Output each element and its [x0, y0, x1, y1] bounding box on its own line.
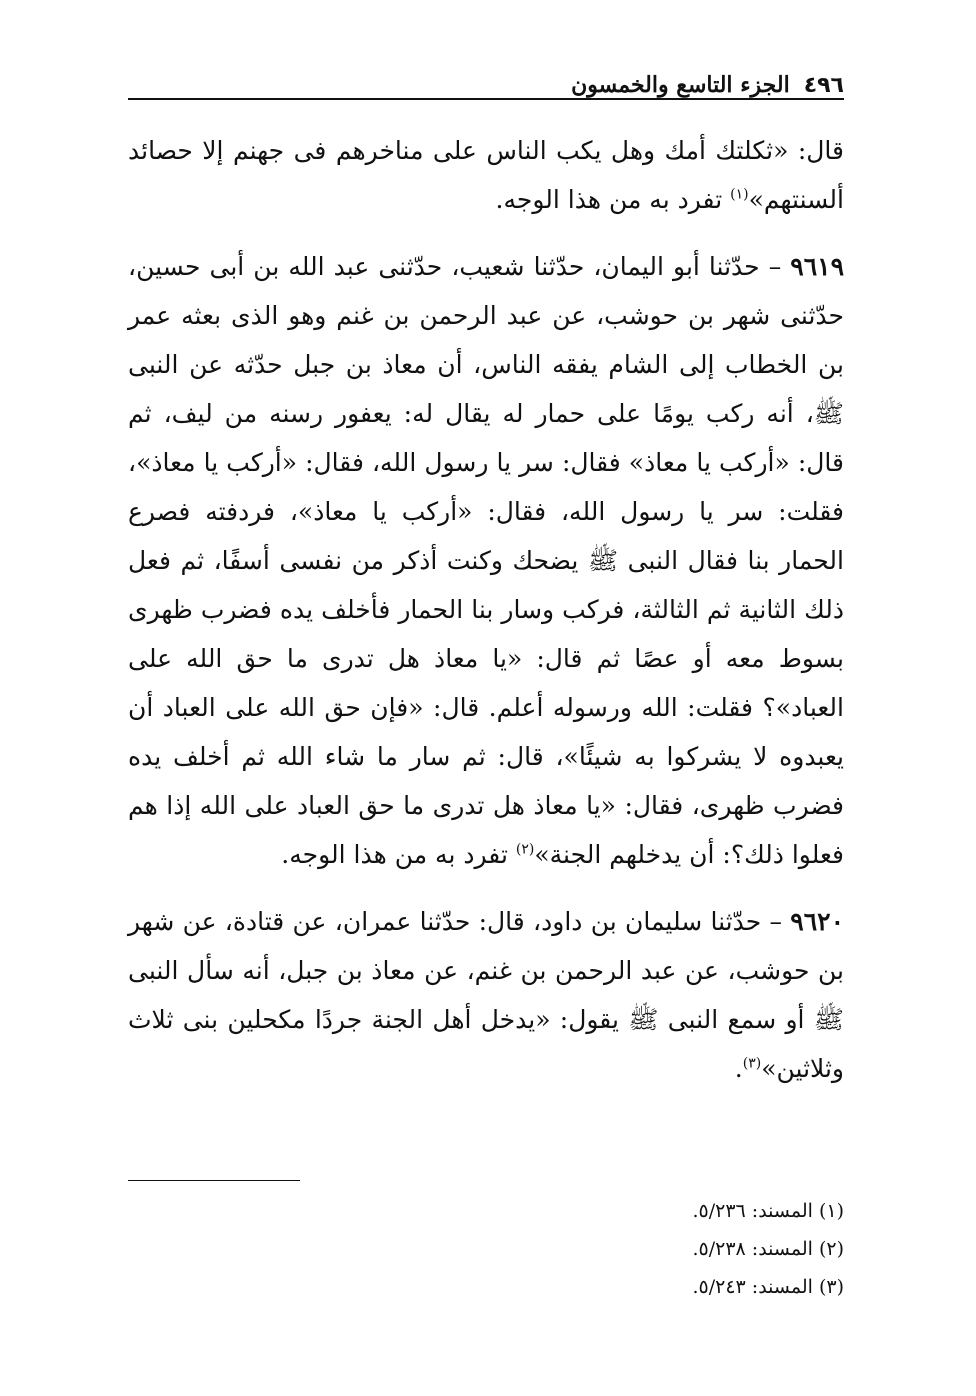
running-header [128, 54, 844, 98]
footnote-ref: (٣) [742, 1055, 762, 1072]
footnote-3: (٣) المسند: ٥/٢٤٣. [692, 1276, 844, 1298]
page-number: ٤٩٦ [803, 73, 844, 98]
hadith-9619 [128, 242, 844, 879]
hadith-text: – حدّثنا سليمان بن داود، قال: حدّثنا عمران، عن قتادة، عن شهر بن حوشب، عن عبد الرحمن بن غنم، عن معاذ بن جبل، أنه سأل النبى ﷺ أو سمع النبى ﷺ يقول: «يدخل أهل الجنة جردًا مكحلين بنى ثلاث وثلاثين» [128, 907, 844, 1083]
footnote-ref: (٢) [515, 841, 535, 858]
footnote-2: (٢) المسند: ٥/٢٣٨. [692, 1238, 844, 1260]
hadith-tail: . [734, 1054, 743, 1083]
footnotes [128, 1192, 844, 1306]
paragraph-tail: تفرد به من هذا الوجه. [495, 185, 731, 214]
header-rule [128, 98, 844, 100]
footnote-rule [128, 1180, 300, 1181]
hadith-9620 [128, 897, 844, 1093]
footnote-ref: (١) [730, 186, 749, 203]
hadith-text: – حدّثنا أبو اليمان، حدّثنا شعيب، حدّثنى عبد الله بن أبى حسين، حدّثنى شهر بن حوشب، عن عبد الرحمن بن غنم وهو الذى بعثه عمر بن الخطاب إلى الشام يفقه الناس، أن معاذ بن جبل حدّثه عن النبى ﷺ، أنه ركب يومًا على حمار له يقال له: يعفور رسنه من ليف، ثم قال: «أركب يا معاذ» فقال: سر يا رسول الله، فقال: «أركب يا معاذ»، فقلت: سر يا رسول الله، فقال: «أركب يا معاذ»، فردفته فصرع الحمار بنا فقال النبى ﷺ يضحك وكنت أذكر من نفسى أسفًا، ثم فعل ذلك الثانية ثم الثالثة، فركب وسار بنا الحمار فأخلف يده فضرب ظهرى بسوط معه أو عصًا ثم قال: «يا معاذ هل تدرى ما حق الله على العباد»؟ فقلت: الله ورسوله أعلم. قال: «فإن حق الله على العباد أن يعبدوه لا يشركوا به شيئًا»، قال: ثم سار ما شاء الله ثم أخلف يده فضرب ظهرى، فقال: «يا معاذ هل تدرى ما حق العباد على الله إذا هم فعلوا ذلك؟: أن يدخلهم الجنة» [128, 252, 844, 869]
hadith-tail: تفرد به من هذا الوجه. [281, 840, 516, 869]
paragraph-1 [128, 126, 844, 224]
hadith-number: ٩٦١٩ [790, 252, 844, 281]
paragraph-text: قال: «ثكلتك أمك وهل يكب الناس على مناخرهم فى جهنم إلا حصائد ألسنتهم» [128, 136, 844, 214]
footnote-1: (١) المسند: ٥/٢٣٦. [692, 1200, 844, 1222]
hadith-number: ٩٦٢٠ [790, 907, 844, 936]
main-text [128, 126, 844, 1093]
running-title: الجزء التاسع والخمسون [571, 72, 790, 98]
book-page [128, 40, 844, 1360]
